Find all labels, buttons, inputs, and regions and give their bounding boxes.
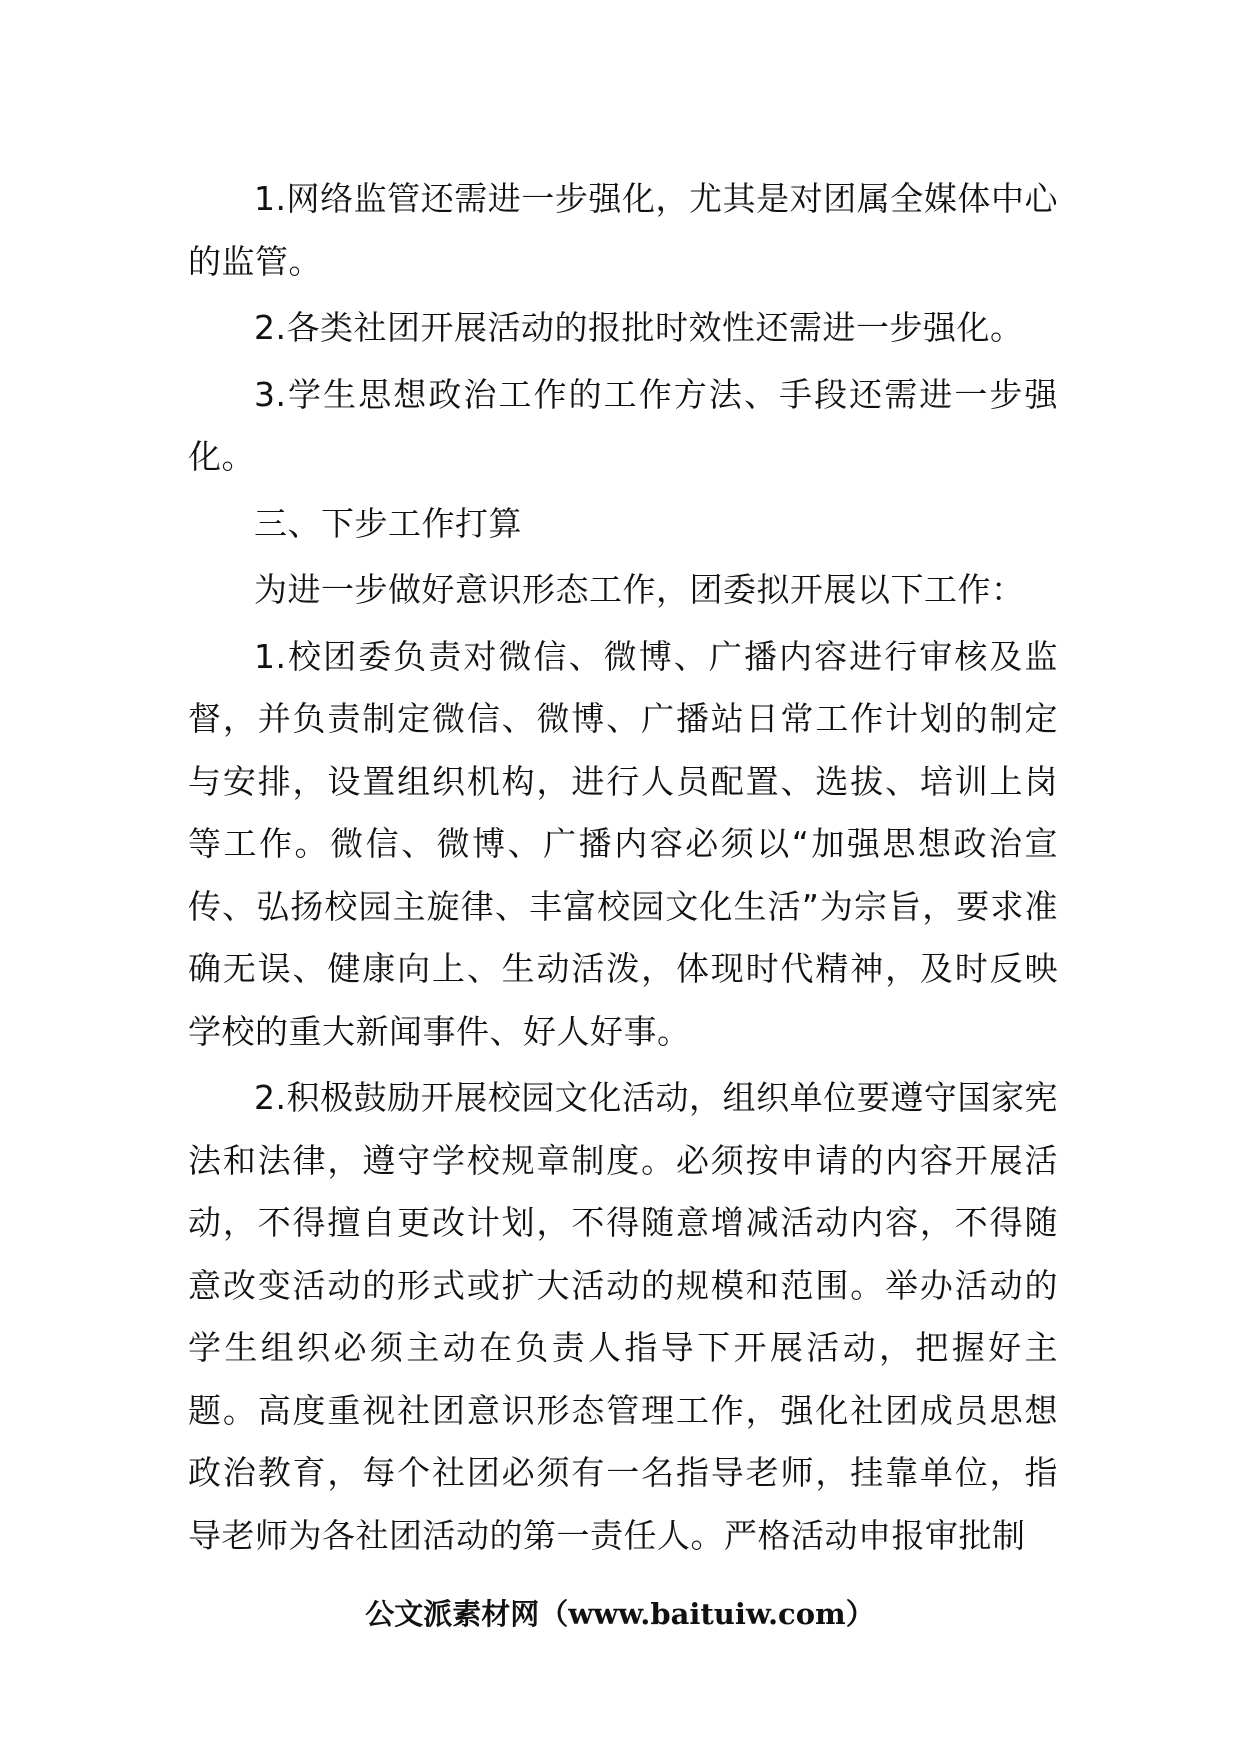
document-body [188,168,1058,1571]
footer-watermark: 公文派素材网（www.baituiw.com） [365,1597,875,1631]
paragraph-issue-2: 2.各类社团开展活动的报批时效性还需进一步强化。 [254,308,1024,347]
paragraph-issue-1: 1.网络监管还需进一步强化，尤其是对团属全媒体中心的监管。 [188,179,1058,281]
paragraph-plan-1: 1.校团委负责对微信、微博、广播内容进行审核及监督，并负责制定微信、微博、广播站日常工作计划的制定与安排，设置组织机构，进行人员配置、选拔、培训上岗等工作。微信、微博、广播内容必须以“加强思想政治宣传、弘扬校园主旋律、丰富校园文化生活”为宗旨，要求准确无误、健康向上、生动活泼，体现时代精神，及时反映学校的重大新闻事件、好人好事。 [188,636,1058,1051]
paragraph-intro: 为进一步做好意识形态工作，团委拟开展以下工作： [254,570,1025,609]
paragraph-plan-2: 2.积极鼓励开展校园文化活动，组织单位要遵守国家宪法和法律，遵守学校规章制度。必须按申请的内容开展活动，不得擅自更改计划，不得随意增减活动内容，不得随意改变活动的形式或扩大活动的规模和范围。举办活动的学生组织必须主动在负责人指导下开展活动，把握好主题。高度重视社团意识形态管理工作，强化社团成员思想政治教育，每个社团必须有一名指导老师，挂靠单位，指导老师为各社团活动的第一责任人。严格活动申报审批制 [188,1078,1058,1555]
paragraph-issue-3: 3.学生思想政治工作的工作方法、手段还需进一步强化。 [188,374,1058,476]
section-heading-next-steps: 三、下步工作打算 [254,503,522,543]
